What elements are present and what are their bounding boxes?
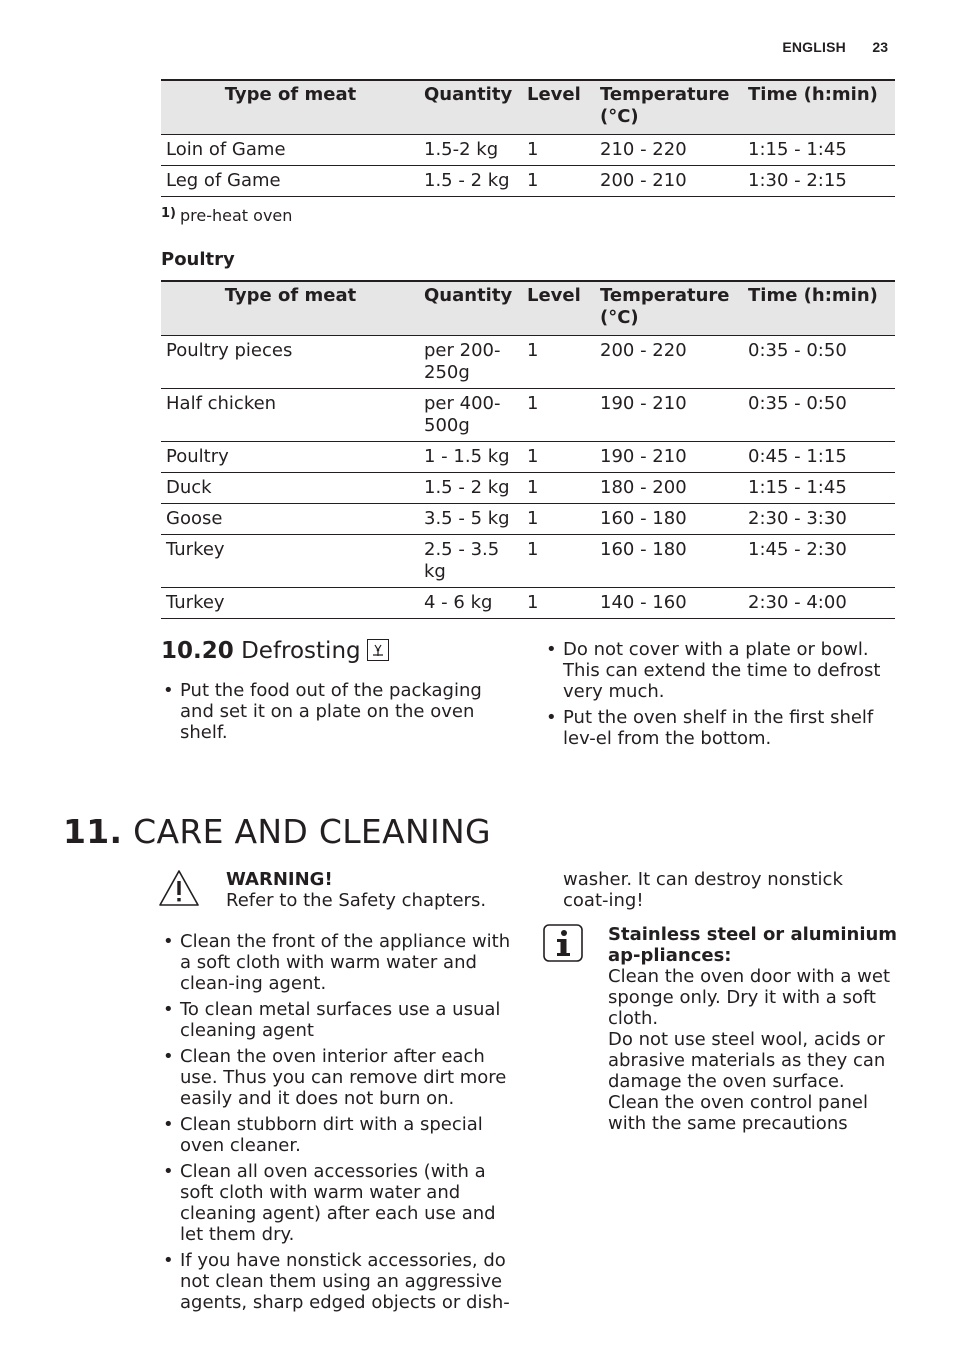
table-cell: 2.5 - 3.5 kg xyxy=(420,535,523,588)
table-cell: 0:35 - 0:50 xyxy=(744,336,895,389)
table-cell: 2:30 - 4:00 xyxy=(744,588,895,619)
table-cell: 1 xyxy=(523,336,596,389)
info-box xyxy=(608,924,898,1134)
table-row xyxy=(161,135,895,166)
defrosting-left-column xyxy=(161,680,513,748)
info-title: Stainless steel or aluminium ap-pliances: xyxy=(608,924,898,966)
table-cell: 210 - 220 xyxy=(596,135,744,166)
continued-text: washer. It can destroy nonstick coat-ing! xyxy=(563,869,843,911)
table-header-row xyxy=(161,80,895,135)
table-row xyxy=(161,588,895,619)
warning-triangle-icon xyxy=(157,868,201,912)
table-cell: 1.5 - 2 kg xyxy=(420,166,523,197)
table-cell: 200 - 220 xyxy=(596,336,744,389)
column-header: Level xyxy=(523,80,596,135)
section-title: Defrosting xyxy=(241,638,361,664)
chapter-number: 11. xyxy=(63,812,123,851)
warning-title: WARNING! xyxy=(226,869,333,890)
list-item: • Clean all oven accessories (with a soft cloth with warm water and cleaning agent) after each use and let them dry. xyxy=(161,1161,513,1245)
info-text-2: Do not use steel wool, acids or abrasive materials as they can damage the oven surface. Clean the oven control panel with the same precautions xyxy=(608,1029,886,1134)
table-row xyxy=(161,166,895,197)
column-header: Quantity xyxy=(420,80,523,135)
defrost-fan-icon xyxy=(367,639,389,661)
language-label: ENGLISH xyxy=(782,39,846,55)
table-cell: Goose xyxy=(161,504,420,535)
table-cell: 0:35 - 0:50 xyxy=(744,389,895,442)
list-item: • Clean the oven interior after each use. Thus you can remove dirt more easily and it does not burn on. xyxy=(161,1046,513,1109)
column-header: Type of meat xyxy=(161,281,420,336)
info-icon xyxy=(543,924,583,966)
poultry-table xyxy=(161,280,895,619)
table-cell: 1 xyxy=(523,166,596,197)
info-text-1: Clean the oven door with a wet sponge only. Dry it with a soft cloth. xyxy=(608,966,891,1029)
table-cell: 1:45 - 2:30 xyxy=(744,535,895,588)
table-cell: 1 xyxy=(523,389,596,442)
chapter-title: CARE AND CLEANING xyxy=(133,812,491,851)
table-header-row xyxy=(161,281,895,336)
table-cell: 1:15 - 1:45 xyxy=(744,473,895,504)
table-cell: 2:30 - 3:30 xyxy=(744,504,895,535)
footnote-text: pre-heat oven xyxy=(180,206,293,225)
table-cell: 200 - 210 xyxy=(596,166,744,197)
table-cell: Loin of Game xyxy=(161,135,420,166)
list-item: • Do not cover with a plate or bowl. This can extend the time to defrost very much. xyxy=(544,639,896,702)
table-cell: Turkey xyxy=(161,588,420,619)
table-cell: Poultry xyxy=(161,442,420,473)
table-cell: 180 - 200 xyxy=(596,473,744,504)
table-cell: 190 - 210 xyxy=(596,389,744,442)
table-cell: 160 - 180 xyxy=(596,504,744,535)
column-header: Temperature (°C) xyxy=(596,80,744,135)
table-cell: 1.5 - 2 kg xyxy=(420,473,523,504)
defrosting-right-column xyxy=(544,639,896,754)
care-left-column xyxy=(161,931,513,1318)
table-cell: Poultry pieces xyxy=(161,336,420,389)
table-row xyxy=(161,473,895,504)
column-header: Type of meat xyxy=(161,80,420,135)
table-cell: 1 xyxy=(523,588,596,619)
table-cell: 3.5 - 5 kg xyxy=(420,504,523,535)
table-cell: 1 xyxy=(523,473,596,504)
table-cell: 1.5-2 kg xyxy=(420,135,523,166)
table-cell: 1:30 - 2:15 xyxy=(744,166,895,197)
care-heading xyxy=(63,812,491,851)
column-header: Quantity xyxy=(420,281,523,336)
column-header: Level xyxy=(523,281,596,336)
list-item: • Clean the front of the appliance with a soft cloth with warm water and clean-ing agent. xyxy=(161,931,513,994)
list-item: • Clean stubborn dirt with a special oven cleaner. xyxy=(161,1114,513,1156)
table-cell: 1 - 1.5 kg xyxy=(420,442,523,473)
game-table xyxy=(161,79,895,197)
table-cell: Duck xyxy=(161,473,420,504)
table-cell: Half chicken xyxy=(161,389,420,442)
table-row xyxy=(161,442,895,473)
table-cell: 1 xyxy=(523,535,596,588)
table-cell: 0:45 - 1:15 xyxy=(744,442,895,473)
table-cell: 160 - 180 xyxy=(596,535,744,588)
table-cell: 1 xyxy=(523,442,596,473)
table-cell: 1:15 - 1:45 xyxy=(744,135,895,166)
list-item: • Put the food out of the packaging and set it on a plate on the oven shelf. xyxy=(161,680,513,743)
page-header xyxy=(782,39,888,56)
list-item: • If you have nonstick accessories, do not clean them using an aggressive agents, sharp edged objects or dish- xyxy=(161,1250,513,1313)
table-cell: 190 - 210 xyxy=(596,442,744,473)
section-number: 10.20 xyxy=(161,638,234,664)
list-item: • To clean metal surfaces use a usual cleaning agent xyxy=(161,999,513,1041)
table-cell: 4 - 6 kg xyxy=(420,588,523,619)
table-row xyxy=(161,504,895,535)
poultry-heading: Poultry xyxy=(161,249,235,270)
footnote-marker: 1) xyxy=(161,206,176,221)
table-row xyxy=(161,535,895,588)
column-header: Time (h:min) xyxy=(744,80,895,135)
table-cell: per 400-500g xyxy=(420,389,523,442)
defrosting-heading xyxy=(161,638,389,664)
table-cell: Turkey xyxy=(161,535,420,588)
table-row xyxy=(161,336,895,389)
list-item: • Put the oven shelf in the first shelf lev-el from the bottom. xyxy=(544,707,896,749)
table-cell: per 200-250g xyxy=(420,336,523,389)
table-cell: 1 xyxy=(523,504,596,535)
warning-text: Refer to the Safety chapters. xyxy=(226,890,487,911)
warning-box xyxy=(226,869,486,911)
table-cell: 140 - 160 xyxy=(596,588,744,619)
table-cell: 1 xyxy=(523,135,596,166)
column-header: Time (h:min) xyxy=(744,281,895,336)
table-row xyxy=(161,389,895,442)
page-number: 23 xyxy=(872,39,888,55)
footnote xyxy=(161,206,292,225)
table-cell: Leg of Game xyxy=(161,166,420,197)
column-header: Temperature (°C) xyxy=(596,281,744,336)
